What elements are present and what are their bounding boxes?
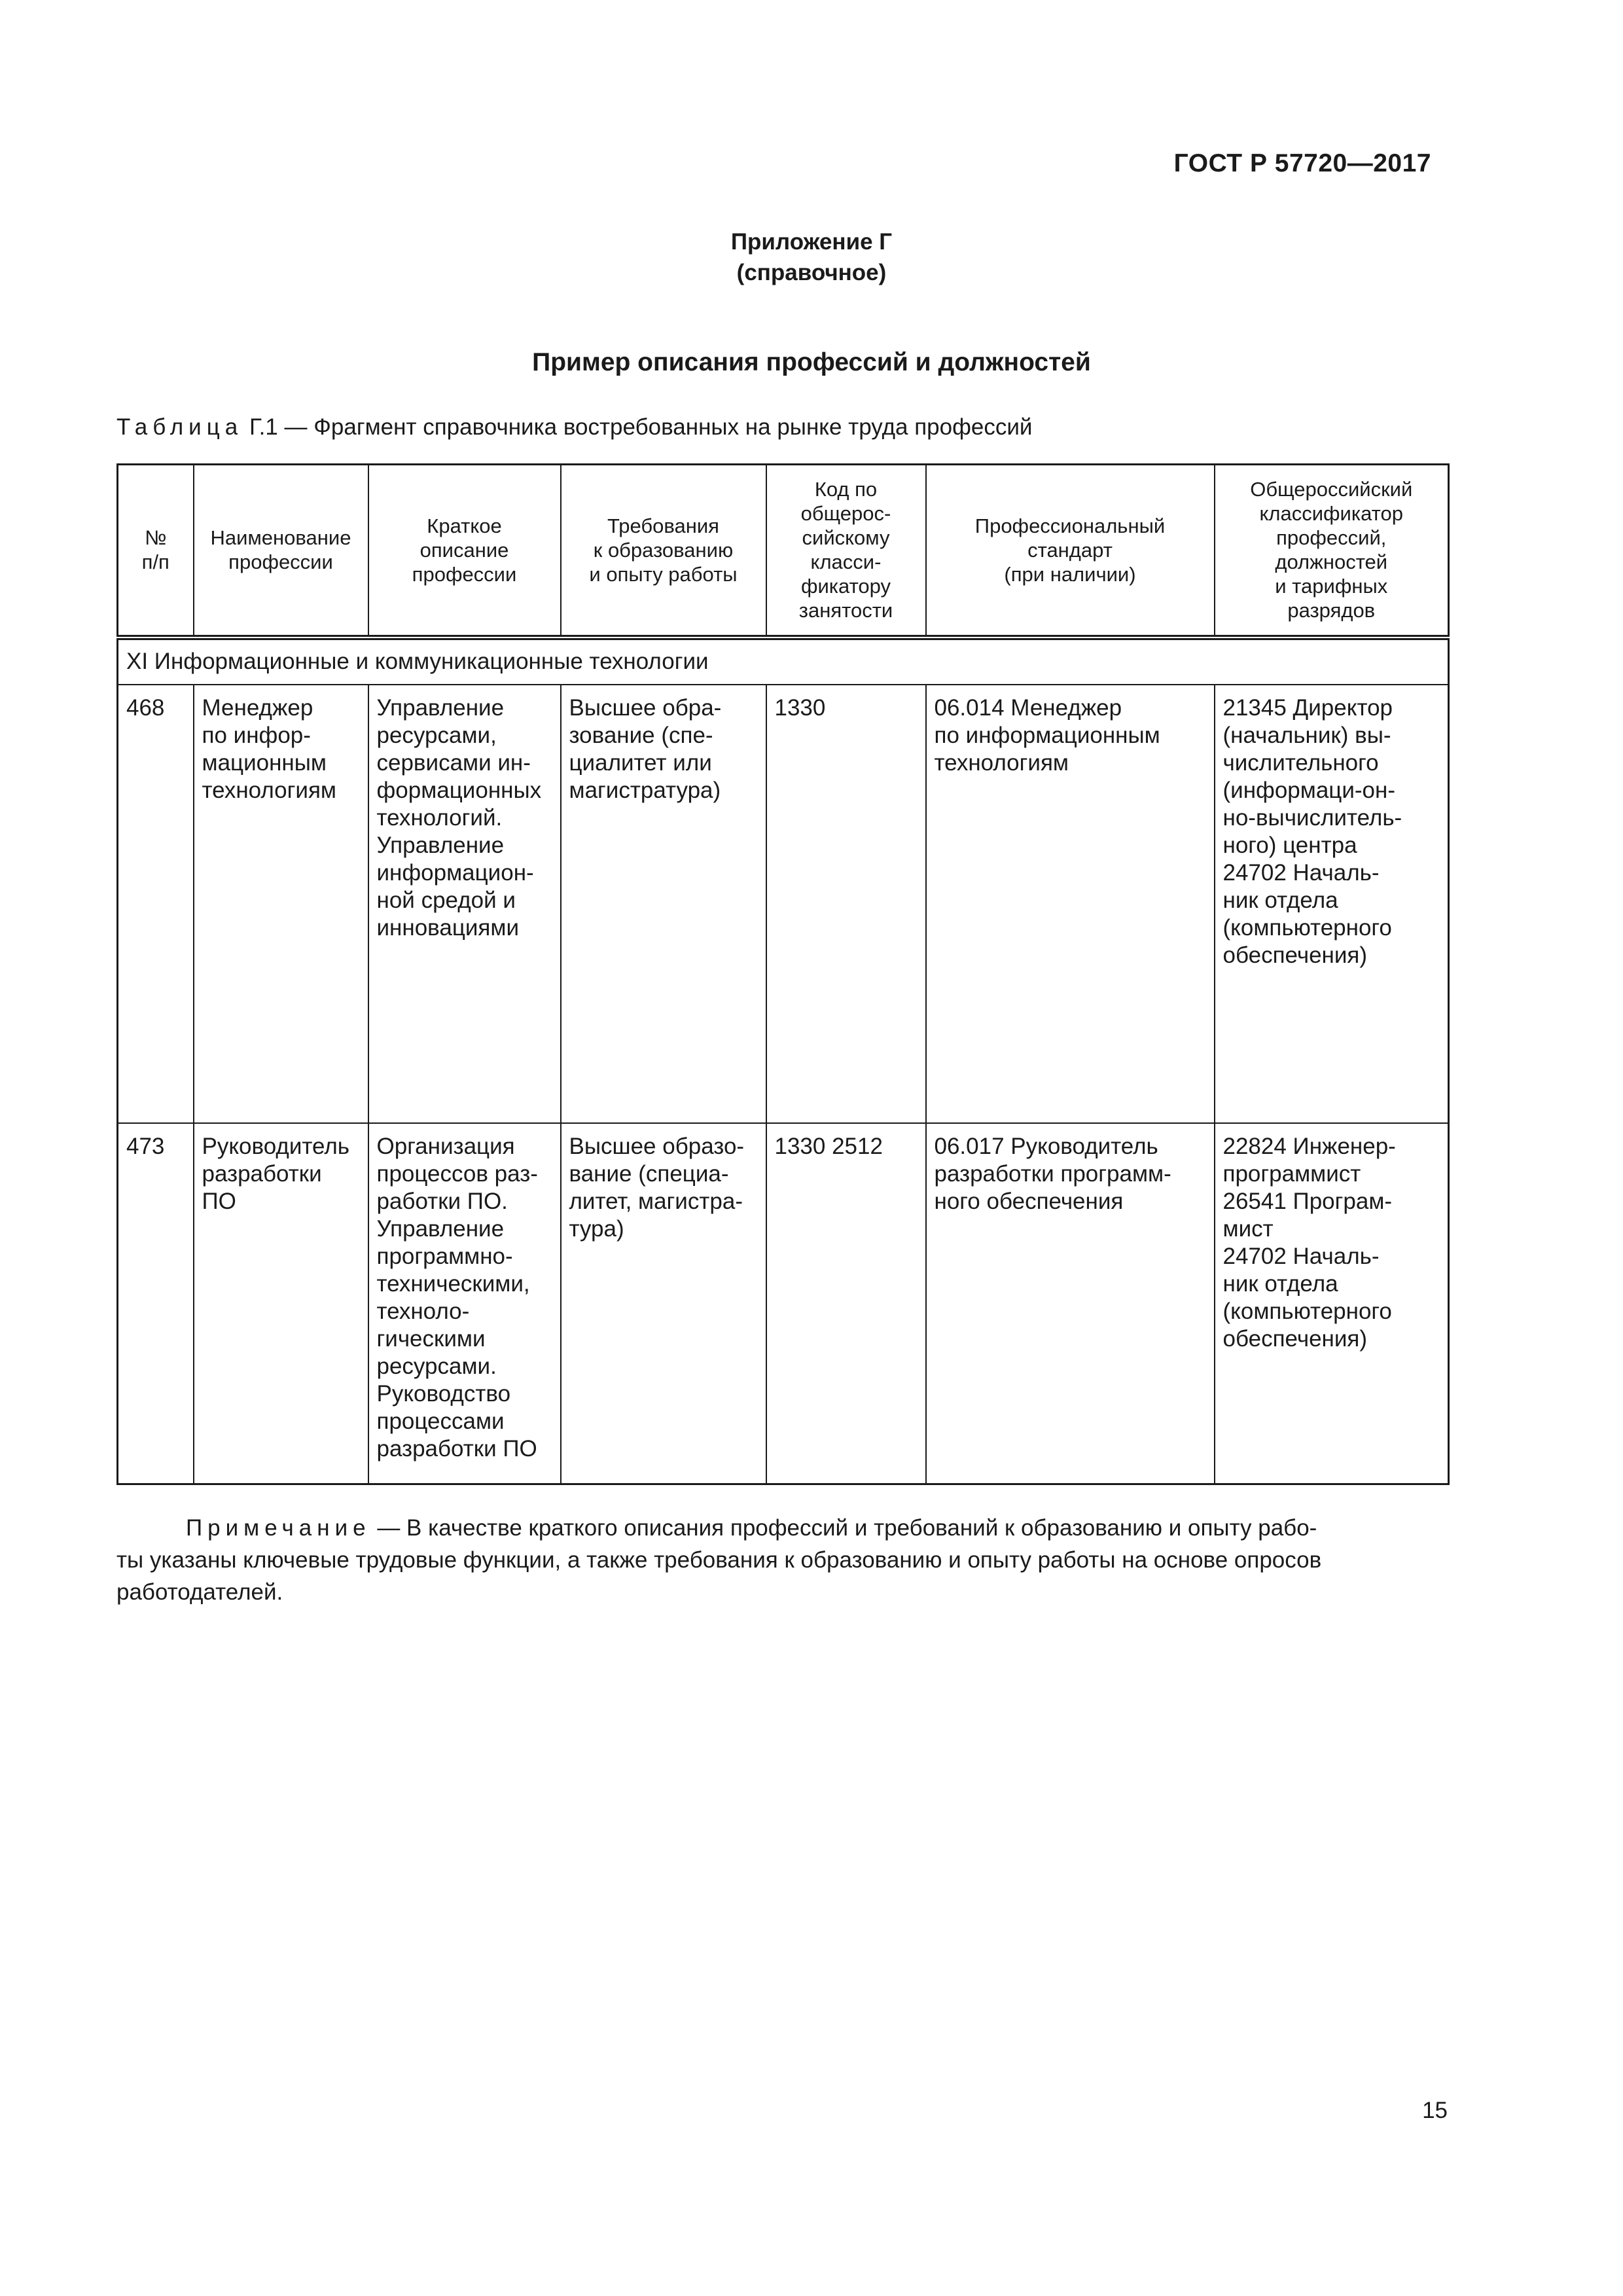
document-code: ГОСТ Р 57720—2017 xyxy=(1173,149,1431,177)
cell-line: (начальник) вы- xyxy=(1222,722,1391,748)
cell-line: разработки программ- xyxy=(934,1160,1171,1187)
cell-num xyxy=(118,685,194,1123)
cell-line: 26541 Програм- xyxy=(1222,1188,1393,1214)
cell-line: и опыту работы xyxy=(589,562,738,586)
header-num xyxy=(118,465,194,637)
cell-line: (при наличии) xyxy=(1004,562,1136,586)
cell-line: занятости xyxy=(798,599,893,622)
table-caption xyxy=(116,414,1032,440)
appendix-title: Приложение Г xyxy=(730,229,893,255)
cell-line: 06.014 Менеджер xyxy=(934,694,1122,721)
cell-line: гическими xyxy=(376,1325,486,1352)
cell-line: должностей xyxy=(1275,550,1388,574)
cell-line: числительного xyxy=(1222,749,1379,776)
cell-line: процессов раз- xyxy=(376,1160,538,1187)
cell-line: 21345 Директор xyxy=(1222,694,1393,721)
table-group-row xyxy=(118,637,1449,685)
cell-line: Управление xyxy=(376,832,505,858)
appendix-kind: (справочное) xyxy=(736,260,887,285)
cell-requirements xyxy=(561,685,766,1123)
cell-line: сийскому xyxy=(802,526,890,550)
header-description xyxy=(368,465,561,637)
cell-line: и тарифных xyxy=(1275,575,1388,598)
cell-description xyxy=(368,685,561,1123)
cell-line: Общероссийский xyxy=(1250,478,1413,501)
cell-line: профессий, xyxy=(1276,526,1387,550)
cell-line: технологий. xyxy=(376,804,503,831)
page-number: 15 xyxy=(1422,2098,1448,2123)
cell-line: но-вычислитель- xyxy=(1222,804,1402,831)
cell-line: вание (специа- xyxy=(569,1160,729,1187)
cell-okz-code xyxy=(766,1123,926,1484)
cell-line: 468 xyxy=(126,694,165,721)
cell-line: обеспечения) xyxy=(1222,942,1368,968)
cell-line: фикатору xyxy=(800,575,891,598)
cell-line: Высшее образо- xyxy=(569,1133,745,1159)
cell-line: ник отдела xyxy=(1222,1270,1338,1297)
cell-line: ПО xyxy=(202,1188,236,1214)
cell-okz-code xyxy=(766,685,926,1123)
cell-line: разработки xyxy=(202,1160,322,1187)
note-text-1: — В качестве краткого описания профессий и требований к образованию и опыту рабо- xyxy=(370,1515,1317,1541)
cell-line: 24702 Началь- xyxy=(1222,1243,1380,1269)
cell-line: ресурсами. xyxy=(376,1353,497,1379)
cell-name xyxy=(194,685,368,1123)
table-caption-text: Г.1 — Фрагмент справочника востребованных на рынке труда профессий xyxy=(243,414,1033,440)
cell-line: профессии xyxy=(412,562,517,586)
cell-line: Организация xyxy=(376,1133,515,1159)
cell-line: (компьютерного xyxy=(1222,914,1392,941)
cell-line: технологиям xyxy=(934,749,1069,776)
cell-line: Управление xyxy=(376,694,505,721)
cell-line: техноло- xyxy=(376,1298,470,1324)
header-name xyxy=(194,465,368,637)
cell-line: по информационным xyxy=(934,722,1160,748)
note-line-3: работодателей. xyxy=(116,1579,283,1605)
cell-line: разработки ПО xyxy=(376,1435,537,1462)
cell-line: ного обеспечения xyxy=(934,1188,1124,1214)
group-label: XI Информационные и коммуникационные технологии xyxy=(118,637,1449,685)
table-row xyxy=(118,1123,1449,1484)
cell-line: профессии xyxy=(228,550,333,574)
cell-line: Руководитель xyxy=(202,1133,349,1159)
cell-line: Управление xyxy=(376,1215,505,1242)
cell-line: работки ПО. xyxy=(376,1188,508,1214)
note-label: Примечание xyxy=(186,1515,371,1541)
cell-line: обеспечения) xyxy=(1222,1325,1368,1352)
cell-line: ного) центра xyxy=(1222,832,1357,858)
cell-line: мист xyxy=(1222,1215,1274,1242)
cell-description xyxy=(368,1123,561,1484)
cell-line: Код по xyxy=(814,478,878,501)
cell-line: тура) xyxy=(569,1215,624,1242)
cell-line: техническими, xyxy=(376,1270,530,1297)
cell-line: 22824 Инженер- xyxy=(1222,1133,1396,1159)
header-prof-standard xyxy=(926,465,1215,637)
cell-line: стандарт xyxy=(1027,538,1113,562)
cell-line: № xyxy=(145,526,167,550)
cell-line: описание xyxy=(419,538,509,562)
cell-name xyxy=(194,1123,368,1484)
table-caption-prefix: Таблица xyxy=(116,414,243,440)
cell-line: зование (спе- xyxy=(569,722,713,748)
note-line-2: ты указаны ключевые трудовые функции, а также требования к образованию и опыту работы на основе опросов xyxy=(116,1547,1322,1573)
cell-line: (компьютерного xyxy=(1222,1298,1392,1324)
professions-table-container xyxy=(116,463,1448,1483)
cell-line: класси- xyxy=(810,550,882,574)
cell-line: Руководство xyxy=(376,1380,511,1407)
cell-line: Наименование xyxy=(210,526,351,550)
table-row xyxy=(118,685,1449,1123)
cell-line: литет, магистра- xyxy=(569,1188,743,1214)
cell-line: циалитет или xyxy=(569,749,712,776)
cell-line: информацион- xyxy=(376,859,534,886)
cell-line: классификатор xyxy=(1259,502,1403,526)
cell-line: разрядов xyxy=(1287,599,1376,622)
cell-line: Высшее обра- xyxy=(569,694,722,721)
cell-line: ресурсами, xyxy=(376,722,497,748)
note-line-1 xyxy=(116,1512,1448,1544)
cell-line: к образованию xyxy=(593,538,734,562)
cell-line: Профессиональный xyxy=(974,514,1166,537)
cell-requirements xyxy=(561,1123,766,1484)
cell-line: (информаци-он- xyxy=(1222,777,1395,803)
cell-line: Требования xyxy=(607,514,719,537)
cell-line: мационным xyxy=(202,749,327,776)
header-okpdtr xyxy=(1215,465,1449,637)
cell-line: формационных xyxy=(376,777,542,803)
cell-line: ной средой и xyxy=(376,887,516,913)
cell-line: технологиям xyxy=(202,777,336,803)
cell-line: процессами xyxy=(376,1408,505,1434)
cell-line: магистратура) xyxy=(569,777,721,803)
cell-okpdtr xyxy=(1215,1123,1449,1484)
cell-line: программно- xyxy=(376,1243,513,1269)
cell-line: 473 xyxy=(126,1133,165,1159)
cell-okpdtr xyxy=(1215,685,1449,1123)
cell-prof-standard xyxy=(926,685,1215,1123)
cell-num xyxy=(118,1123,194,1484)
professions-table xyxy=(116,463,1450,1485)
cell-line: п/п xyxy=(141,550,169,574)
cell-line: инновациями xyxy=(376,914,520,941)
cell-line: сервисами ин- xyxy=(376,749,531,776)
header-okz-code xyxy=(766,465,926,637)
cell-line: ник отдела xyxy=(1222,887,1338,913)
cell-line: 24702 Началь- xyxy=(1222,859,1380,886)
header-requirements xyxy=(561,465,766,637)
cell-line: Менеджер xyxy=(202,694,313,721)
cell-line: 06.017 Руководитель xyxy=(934,1133,1158,1159)
cell-line: 1330 xyxy=(774,694,826,721)
cell-line: общерос- xyxy=(800,502,891,526)
cell-line: программист xyxy=(1222,1160,1361,1187)
cell-line: Краткое xyxy=(427,514,502,537)
cell-prof-standard xyxy=(926,1123,1215,1484)
table-header-row xyxy=(118,465,1449,637)
section-title: Пример описания профессий и должностей xyxy=(532,348,1091,376)
cell-line: 1330 2512 xyxy=(774,1133,883,1159)
table-note xyxy=(116,1512,1448,1608)
cell-line: по инфор- xyxy=(202,722,311,748)
